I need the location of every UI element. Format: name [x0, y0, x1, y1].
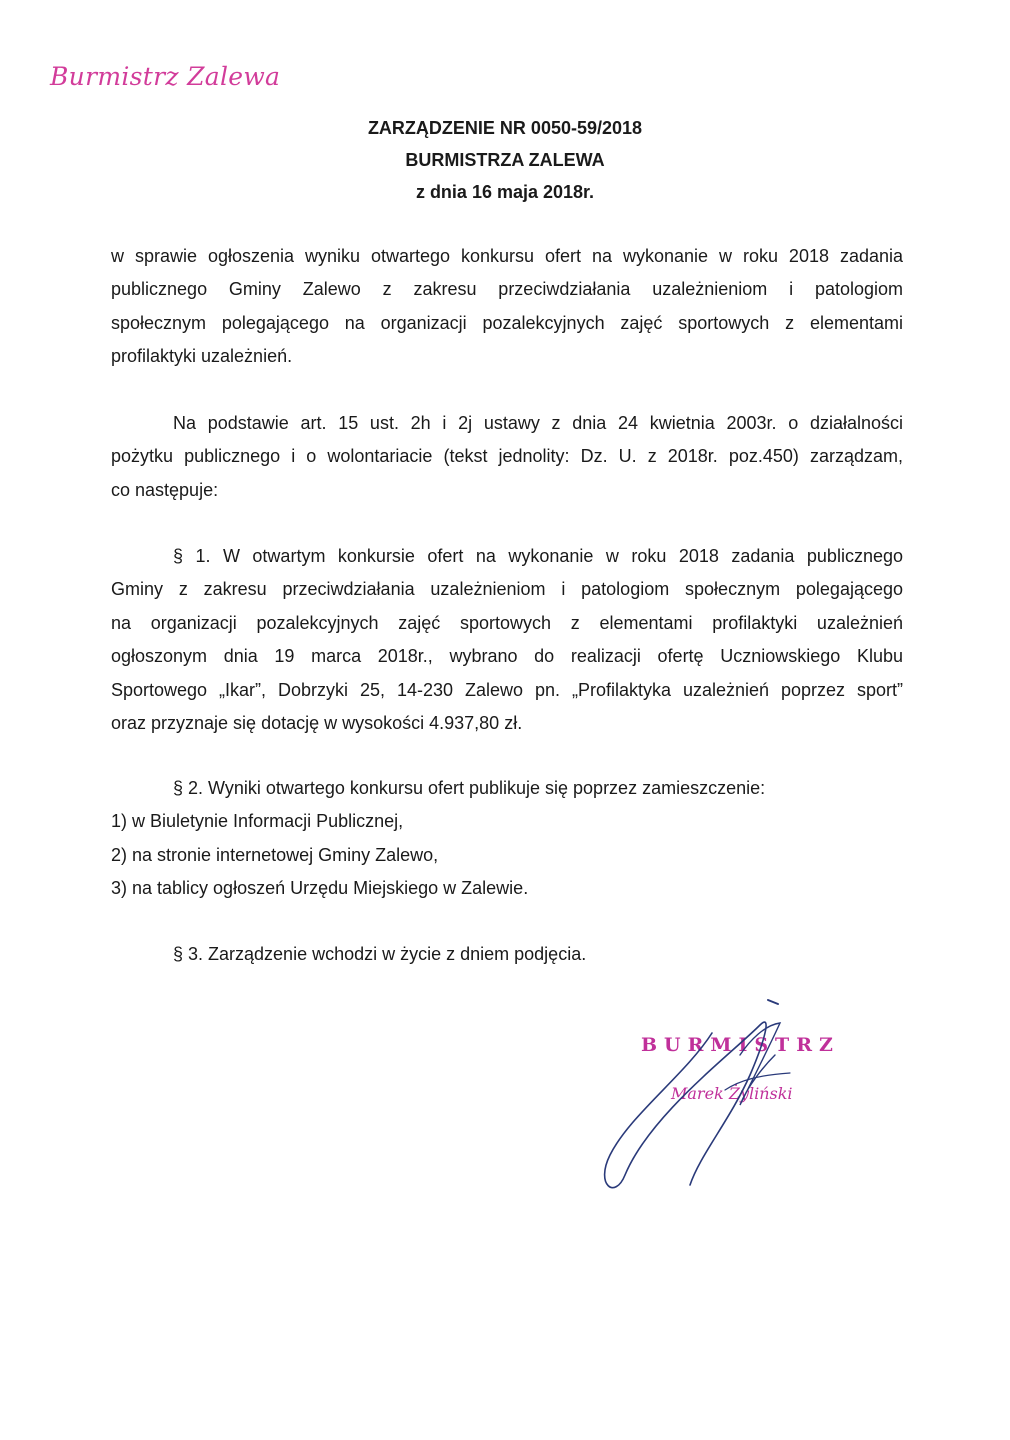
- handwritten-signature: [590, 995, 830, 1205]
- subject-line: profilaktyki uzależnień.: [111, 346, 293, 367]
- paragraph-3-line: § 3. Zarządzenie wchodzi w życie z dniem podjęcia.: [173, 944, 587, 964]
- subject-line: publicznego Gminy Zalewo z zakresu przeciwdziałania uzależnieniom i patologiom: [111, 279, 903, 300]
- paragraph-2: [111, 772, 903, 906]
- paragraph-2-intro: § 2. Wyniki otwartego konkursu ofert publikuje się poprzez zamieszczenie:: [173, 778, 766, 798]
- paragraph-1-line: na organizacji pozalekcyjnych zajęć sportowych z elementami profilaktyki uzależnień: [111, 612, 903, 633]
- legal-basis-paragraph: [111, 407, 903, 507]
- publication-list-item: 3) na tablicy ogłoszeń Urzędu Miejskiego w Zalewie.: [111, 878, 529, 899]
- order-number-heading: ZARZĄDZENIE NR 0050-59/2018: [367, 118, 643, 138]
- signature-stamp-name: Marek Żyliński: [671, 1084, 793, 1103]
- basis-line: Na podstawie art. 15 ust. 2h i 2j ustawy z dnia 24 kwietnia 2003r. o działalności: [173, 413, 903, 433]
- issuer-heading: BURMISTRZA ZALEWA: [405, 150, 605, 170]
- paragraph-3: [111, 938, 903, 971]
- paragraph-1-line: oraz przyznaje się dotację w wysokości 4.937,80 zł.: [111, 712, 523, 733]
- subject-line: w sprawie ogłoszenia wyniku otwartego konkursu ofert na wykonanie w roku 2018 zadania: [111, 246, 903, 266]
- basis-line: co następuje:: [111, 479, 219, 500]
- paragraph-1-line: Gminy z zakresu przeciwdziałania uzależnieniom i patologiom społecznym polegającego: [111, 579, 903, 600]
- signature-stamp-title: BURMISTRZ: [641, 1034, 840, 1056]
- paragraph-1-line: ogłoszonym dnia 19 marca 2018r., wybrano do realizacji ofertę Uczniowskiego Klubu: [111, 646, 903, 667]
- publication-list-item: 1) w Biuletynie Informacji Publicznej,: [111, 811, 404, 832]
- subject-line: społecznym polegającego na organizacji pozalekcyjnych zajęć sportowych z elementami: [111, 312, 903, 333]
- stamp-header: Burmistrz Zalewa: [50, 62, 281, 91]
- paragraph-1-line: § 1. W otwartym konkursie ofert na wykonanie w roku 2018 zadania publicznego: [173, 546, 903, 566]
- subject-paragraph: [111, 240, 903, 374]
- paragraph-1: [111, 540, 903, 740]
- paragraph-1-line: Sportowego „Ikar”, Dobrzyki 25, 14-230 Zalewo pn. „Profilaktyka uzależnień poprzez sport”: [111, 679, 903, 700]
- publication-list-item: 2) na stronie internetowej Gminy Zalewo,: [111, 844, 439, 865]
- basis-line: pożytku publicznego i o wolontariacie (tekst jednolity: Dz. U. z 2018r. poz.450) zarządzam,: [111, 446, 903, 467]
- date-heading: z dnia 16 maja 2018r.: [415, 182, 595, 202]
